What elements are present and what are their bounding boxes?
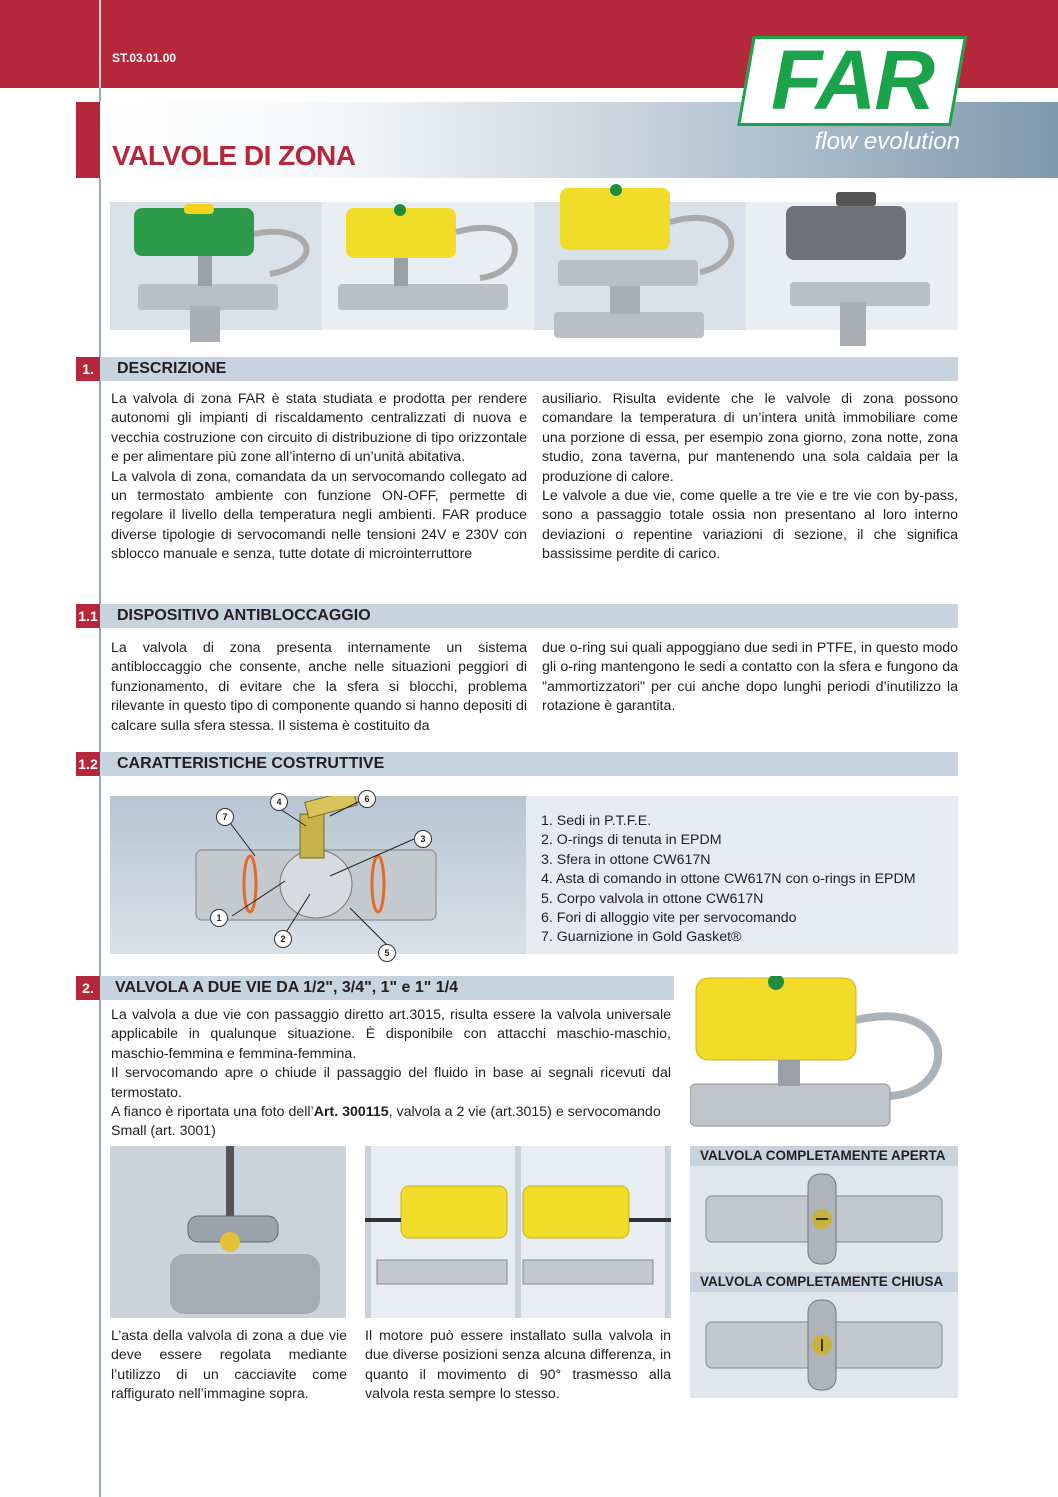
callout-7: 7 xyxy=(216,808,234,826)
legend-item: 1. Sedi in P.T.F.E. xyxy=(541,813,652,829)
product-illustrations xyxy=(110,202,958,352)
label-valve-closed: VALVOLA COMPLETAMENTE CHIUSA xyxy=(690,1272,958,1292)
section-number: 1.2 xyxy=(76,752,100,776)
paragraph: ausiliario. Risulta evidente che le valvole di zona possono comandare la temperatura di un’intera unità immobiliare come una porzione di essa, per esempio zona giorno, zona notte, zona studio, zona taverna, pur mantenendo una sola caldaia per la produzione di calore. xyxy=(542,391,958,485)
section-title: DESCRIZIONE xyxy=(117,360,227,377)
antibloccaggio-left xyxy=(111,639,527,736)
paragraph: La valvola di zona, comandata da un servocomando collegato ad un termostato ambiente con funzione ON-OFF, permette di regolare il livello della temperatura negli ambienti. FAR produce diverse tipologie di servocomandi nelle tensioni 24V e 230V con sblocco manuale e senza, tutte dotate di microinterruttore xyxy=(111,468,527,563)
paragraph: La valvola di zona FAR è stata studiata e prodotta per rendere autonomi gli impianti di riscaldamento centralizzati di nuova e vecchia costruzione con circuito di distribuzione di tipo orizzontale e per alimentare più zone all’interno di un’unità abitativa. xyxy=(111,391,527,466)
legend-item: 4. Asta di comando in ottone CW617N con o-rings in EPDM xyxy=(541,871,916,888)
section-title: CARATTERISTICHE COSTRUTTIVE xyxy=(117,755,385,772)
logo-tagline: flow evolution xyxy=(814,128,960,155)
title-band-accent xyxy=(76,102,100,178)
section-number: 1. xyxy=(76,357,100,381)
section-bar-descrizione xyxy=(100,357,958,381)
section-number: 1.1 xyxy=(76,604,100,628)
callout-4: 4 xyxy=(270,793,288,811)
screwdriver-illustration xyxy=(110,1146,346,1318)
screwdriver-photo xyxy=(110,1146,346,1318)
component-legend xyxy=(541,812,916,948)
section-title: DISPOSITIVO ANTIBLOCCAGGIO xyxy=(117,607,371,624)
far-logo: FAR xyxy=(771,33,933,127)
callout-1: 1 xyxy=(210,909,228,927)
valve-300115-illustration xyxy=(690,976,958,1138)
page-title: VALVOLE DI ZONA xyxy=(112,140,356,171)
section-number: 2. xyxy=(76,976,100,1000)
section-title: VALVOLA A DUE VIE DA 1/2", 3/4", 1" e 1" 1/4 xyxy=(115,979,459,996)
paragraph: La valvola di zona presenta internamente un sistema antibloccaggio che consente, anche nelle situazioni peggiori di funzionamento, di evitare che la sfera si blocchi, problema rilevante in questo tipo di componente quando si hanno depositi di calcare sulla sfera stessa. Il sistema è costituito da xyxy=(111,640,527,734)
paragraph: La valvola a due vie con passaggio diretto art.3015, risulta essere la valvola universale applicabile in qualunque situazione. È disponibile con attacchi maschio-maschio, maschio-femmina e femmina-femmina. xyxy=(111,1007,671,1062)
caption-screwdriver: L’asta della valvola di zona a due vie deve essere regolata mediante l’utilizzo di un cacciavite come raffigurato nell’immagine sopra. xyxy=(111,1328,347,1403)
caption-motor: Il motore può essere installato sulla valvola in due diverse posizioni senza alcuna differenza, in quanto il movimento di 90° trasmesso alla valvola resta sempre lo stesso. xyxy=(365,1328,671,1403)
valve-cutaway-diagram xyxy=(110,794,526,958)
valve-open-photo xyxy=(690,1166,958,1272)
legend-item: 7. Guarnizione in Gold Gasket® xyxy=(541,929,742,946)
callout-6: 6 xyxy=(358,790,376,808)
legend-item: 3. Sfera in ottone CW617N xyxy=(541,851,711,868)
callout-5: 5 xyxy=(378,944,396,962)
descrizione-left xyxy=(111,390,527,565)
legend-item: 2. O-rings di tenuta in EPDM xyxy=(541,832,722,849)
valve-closed-photo xyxy=(690,1292,958,1398)
label-valve-open: VALVOLA COMPLETAMENTE APERTA xyxy=(690,1146,958,1166)
motor-positions-illustration xyxy=(365,1146,671,1318)
paragraph: due o-ring sui quali appoggiano due sedi in PTFE, in questo modo gli o-ring mantengono le sedi a contatto con la sfera e fungono da "ammortizzatori" per cui anche dopo lunghi periodi d’inutilizzo la rotazione è garantita. xyxy=(542,640,958,715)
document-code: ST.03.01.00 xyxy=(112,51,177,65)
cutaway-illustration xyxy=(110,796,526,954)
valve-closed-illustration xyxy=(690,1292,958,1398)
header-divider xyxy=(99,0,101,88)
descrizione-right xyxy=(542,390,958,565)
callout-2: 2 xyxy=(274,930,292,948)
due-vie-text xyxy=(111,1006,671,1142)
valve-300115-photo xyxy=(690,976,958,1138)
paragraph: Il servocomando apre o chiude il passaggio del fluido in base ai segnali ricevuti dal termostato. xyxy=(111,1065,671,1101)
product-photos xyxy=(110,202,958,330)
paragraph: A fianco è riportata una foto dell’Art. 300115, valvola a 2 vie (art.3015) e servocomando Small (art. 3001) xyxy=(111,1104,661,1140)
callout-3: 3 xyxy=(414,830,432,848)
legend-item: 6. Fori di alloggio vite per servocomando xyxy=(541,910,797,927)
antibloccaggio-right xyxy=(542,639,958,717)
motor-positions-photo xyxy=(365,1146,671,1318)
legend-item: 5. Corpo valvola in ottone CW617N xyxy=(541,890,764,907)
paragraph: Le valvole a due vie, come quelle a tre vie e tre vie con by-pass, sono a passaggio totale ossia non presentano al loro interno deviazioni o repentine variazioni di sezione, il che significa bassissime perdite di carico. xyxy=(542,488,958,563)
margin-line xyxy=(99,88,101,1497)
valve-open-illustration xyxy=(690,1166,958,1272)
